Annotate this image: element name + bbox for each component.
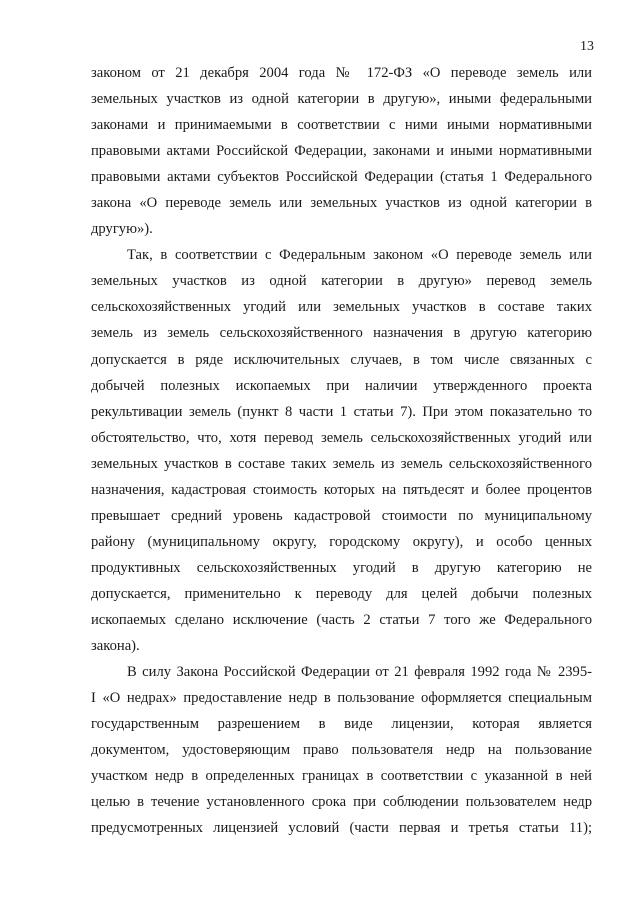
text-line: правовыми актами Российской Федерации, законами и иными нормативными [91,143,592,160]
text-line: Так, в соответствии с Федеральным законом «О переводе земель или [127,247,592,264]
text-line: законами и принимаемыми в соответствии с ними иными нормативными [91,117,592,134]
text-line: участком недр в определенных границах в соответствии с указанной в ней [91,768,592,785]
text-line: допускается в ряде исключительных случаев, в том числе связанных с [91,351,592,368]
text-line: земельных участков в составе таких земель из земель сельскохозяйственного [91,455,592,472]
text-line: добычей полезных ископаемых при наличии утвержденного проекта [91,377,592,394]
text-line: обстоятельство, что, хотя перевод земель сельскохозяйственных угодий или [91,429,592,446]
text-line: законом от 21 декабря 2004 года № 172-ФЗ «О переводе земель или [91,65,592,81]
text-line: закона «О переводе земель или земельных участков из одной категории в [91,195,592,212]
text-line: назначения, кадастровая стоимость которых на пятьдесят и более процентов [91,481,592,498]
text-line: рекультивации земель (пункт 8 части 1 статьи 7). При этом показательно то [91,403,592,420]
text-line: I «О недрах» предоставление недр в пользование оформляется специальным [91,690,592,707]
text-line: допускается, применительно к переводу для целей добычи полезных [91,585,592,602]
document-body [91,60,592,841]
text-line: документом, удостоверяющим право пользователя недр на пользование [91,742,592,759]
text-line: В силу Закона Российской Федерации от 21 февраля 1992 года № 2395- [127,664,592,681]
text-line: земельных участков из одной категории в другую» перевод земель [91,273,592,290]
text-line: ископаемых сделано исключение (часть 2 статьи 7 того же Федерального [91,611,592,628]
text-line: превышает средний уровень кадастровой стоимости по муниципальному [91,507,592,524]
text-line: закона). [91,638,140,655]
text-line: предусмотренных лицензией условий (части первая и третья статьи 11); [91,820,592,837]
paragraph-1 [91,60,592,242]
paragraph-2 [91,242,592,659]
text-line: земель из земель сельскохозяйственного назначения в другую категорию [91,325,592,342]
text-line: продуктивных сельскохозяйственных угодий в другую категорию не [91,559,592,576]
text-line: сельскохозяйственных угодий или земельных участков в составе таких [91,299,592,316]
paragraph-3 [91,659,592,841]
text-line: другую»). [91,221,153,238]
text-line: земельных участков из одной категории в другую», иными федеральными [91,91,592,108]
text-line: целью в течение установленного срока при соблюдении пользователем недр [91,794,592,811]
page-number: 13 [580,39,594,54]
text-line: району (муниципальному округу, городскому округу), и особо ценных [91,533,592,550]
text-line: государственным разрешением в виде лицензии, которая является [91,716,592,733]
text-line: правовыми актами субъектов Российской Федерации (статья 1 Федерального [91,169,592,186]
